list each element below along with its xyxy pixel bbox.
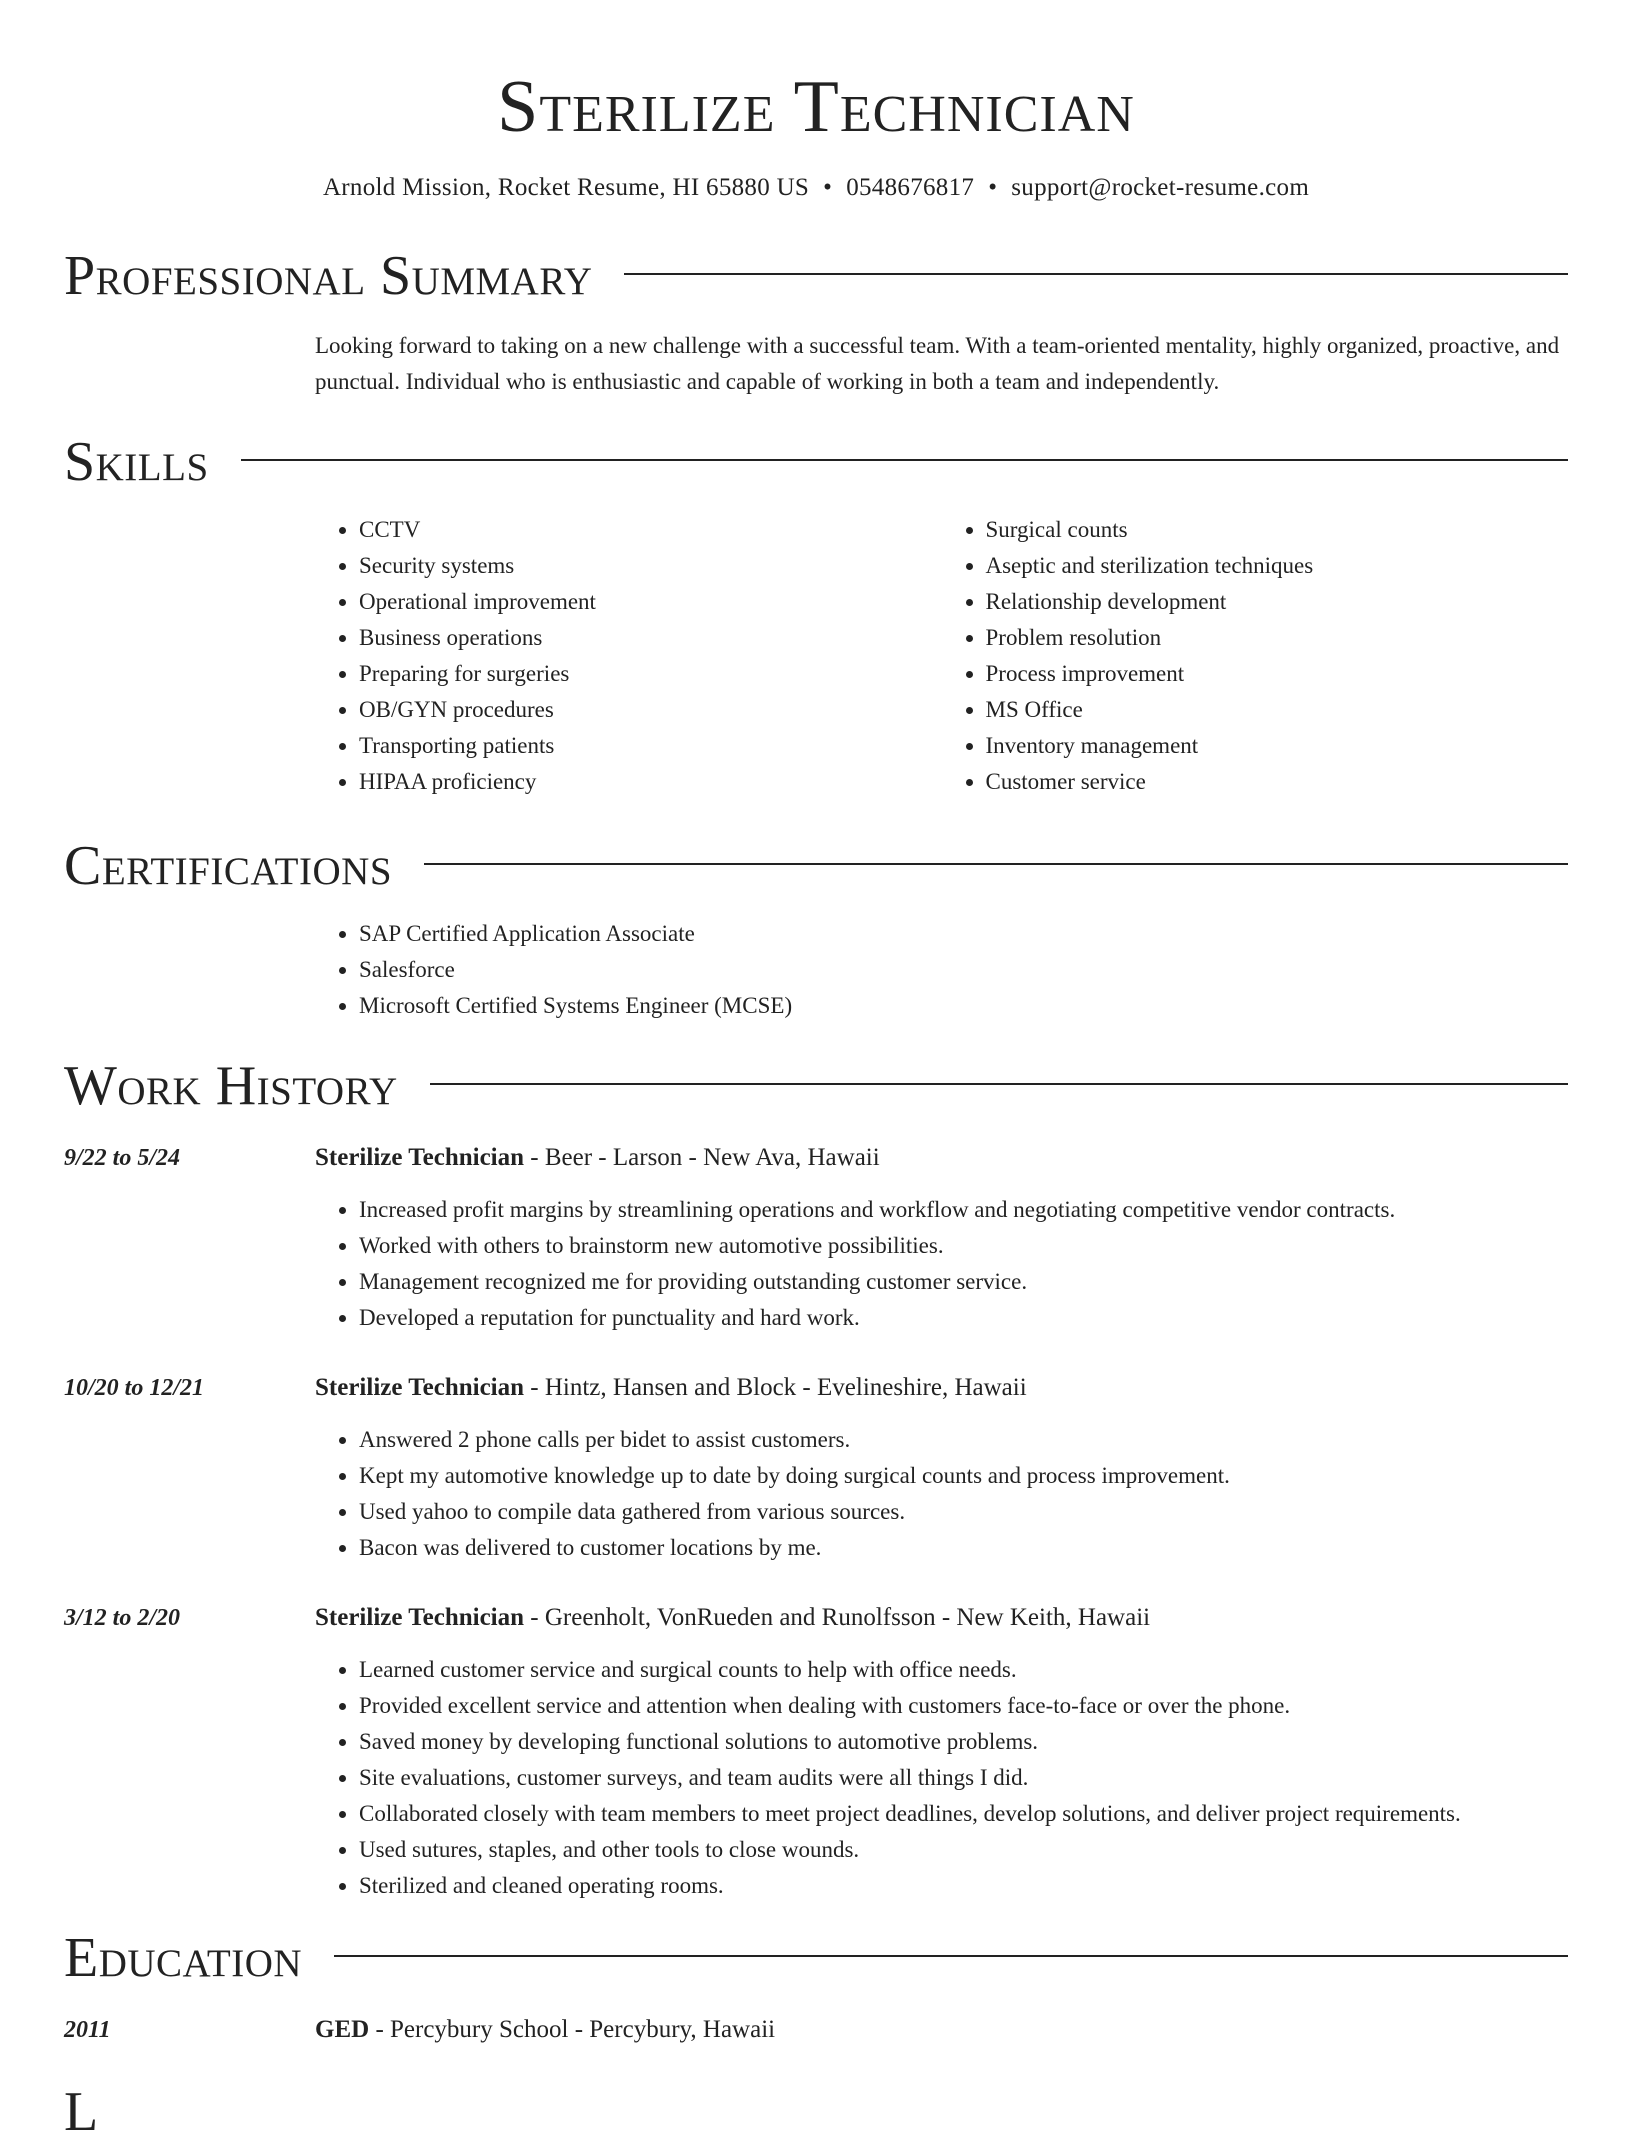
job-bullet: • Used yahoo to compile data gathered from various sources. [359,1494,1568,1530]
job-employer: - Greenholt, VonRueden and Runolfsson - New Keith, Hawaii [524,1604,1151,1631]
section-title-work-history: Work History [64,1055,398,1117]
education-school: - Percybury School - Percybury, Hawaii [369,2016,776,2043]
job-bullet: • Saved money by developing functional solutions to automotive problems. [359,1724,1568,1760]
certifications-list [315,916,1568,1024]
job-heading [315,1140,1568,1176]
section-divider [424,863,1568,865]
section-header-skills [64,430,1568,494]
certification-item: • SAP Certified Application Associate [359,916,1568,952]
job-bullet: • Site evaluations, customer surveys, and team audits were all things I did. [359,1760,1568,1796]
contact-line [64,172,1568,204]
section-divider [624,273,1568,275]
section-title-skills: Skills [64,431,209,493]
job-entry [64,1370,1568,1566]
contact-email: support@rocket-resume.com [1011,174,1310,201]
resume-title: Sterilize Technician [497,66,1135,148]
job-title: Sterilize Technician [315,1144,525,1171]
skill-item: • Transporting patients [359,728,942,764]
skill-item: • Process improvement [986,656,1569,692]
job-bullet: • Bacon was delivered to customer locations by me. [359,1530,1568,1566]
skill-item: • Preparing for surgeries [359,656,942,692]
section-header-summary [64,244,1568,308]
contact-phone: 0548676817 [846,174,975,201]
job-bullet: • Management recognized me for providing outstanding customer service. [359,1264,1568,1300]
section-title-summary: Professional Summary [64,245,593,307]
skill-item: • CCTV [359,512,942,548]
skill-item: • Problem resolution [986,620,1569,656]
skill-item: • Operational improvement [359,584,942,620]
job-bullets [315,1652,1568,1904]
skill-item: • Customer service [986,764,1569,800]
job-title: Sterilize Technician [315,1604,525,1631]
skill-item: • Inventory management [986,728,1569,764]
job-bullet: • Collaborated closely with team members to meet project deadlines, develop solutions, and deliver project requirements. [359,1796,1568,1832]
job-dates: 3/12 to 2/20 [64,1605,181,1631]
resume-page [64,0,1568,2048]
skills-list [315,512,1568,800]
job-employer: - Hintz, Hansen and Block - Evelineshire, Hawaii [524,1374,1027,1401]
job-entry [64,1600,1568,1904]
section-divider [241,459,1568,461]
skill-item: • Business operations [359,620,942,656]
skills-column-left [315,512,942,800]
contact-separator: • [823,174,833,201]
job-bullet: • Developed a reputation for punctuality and hard work. [359,1300,1568,1336]
job-title: Sterilize Technician [315,1374,525,1401]
skill-item: • Surgical counts [986,512,1569,548]
certification-item: • Microsoft Certified Systems Engineer (MCSE) [359,988,1568,1024]
job-entry [64,1140,1568,1336]
job-heading [315,1370,1568,1406]
section-title-education: Education [64,1927,303,1989]
skill-item: • MS Office [986,692,1569,728]
contact-separator: • [988,174,998,201]
job-bullet: • Sterilized and cleaned operating rooms. [359,1868,1568,1904]
section-header-certifications [64,834,1568,898]
job-bullet: • Increased profit margins by streamlining operations and workflow and negotiating competitive vendor contracts. [359,1192,1568,1228]
skill-item: • Aseptic and sterilization techniques [986,548,1569,584]
job-bullets [315,1192,1568,1336]
certification-item: • Salesforce [359,952,1568,988]
job-employer: - Beer - Larson - New Ava, Hawaii [524,1144,880,1171]
education-degree: GED [315,2016,370,2043]
job-bullet: • Worked with others to brainstorm new automotive possibilities. [359,1228,1568,1264]
skill-item: • Security systems [359,548,942,584]
job-bullet: • Answered 2 phone calls per bidet to assist customers. [359,1422,1568,1458]
job-bullet: • Used sutures, staples, and other tools to close wounds. [359,1832,1568,1868]
job-bullet: • Kept my automotive knowledge up to date by doing surgical counts and process improvement. [359,1458,1568,1494]
job-bullets [315,1422,1568,1566]
job-heading [315,1600,1568,1636]
skill-item: • HIPAA proficiency [359,764,942,800]
job-bullet: • Learned customer service and surgical counts to help with office needs. [359,1652,1568,1688]
section-title-certifications: Certifications [64,835,393,897]
next-section-title-partial: L [64,2081,99,2143]
education-entry [64,2012,1568,2048]
skill-item: • Relationship development [986,584,1569,620]
section-header-education [64,1926,1568,1990]
skill-item: • OB/GYN procedures [359,692,942,728]
job-dates: 9/22 to 5/24 [64,1145,181,1171]
section-header-work-history [64,1054,1568,1118]
summary-text: Looking forward to taking on a new challenge with a successful team. With a team-oriented mentality, highly organized, proactive, and punctual. Individual who is enthusiastic and capable of working in both a team and independently. [315,333,1560,394]
skills-column-right [942,512,1569,800]
job-bullet: • Provided excellent service and attention when dealing with customers face-to-face or over the phone. [359,1688,1568,1724]
contact-address: Arnold Mission, Rocket Resume, HI 65880 US [322,174,810,201]
education-year: 2011 [64,2017,111,2043]
education-heading [315,2012,1568,2048]
section-divider [430,1083,1568,1085]
section-divider [334,1955,1568,1957]
job-dates: 10/20 to 12/21 [64,1375,205,1401]
